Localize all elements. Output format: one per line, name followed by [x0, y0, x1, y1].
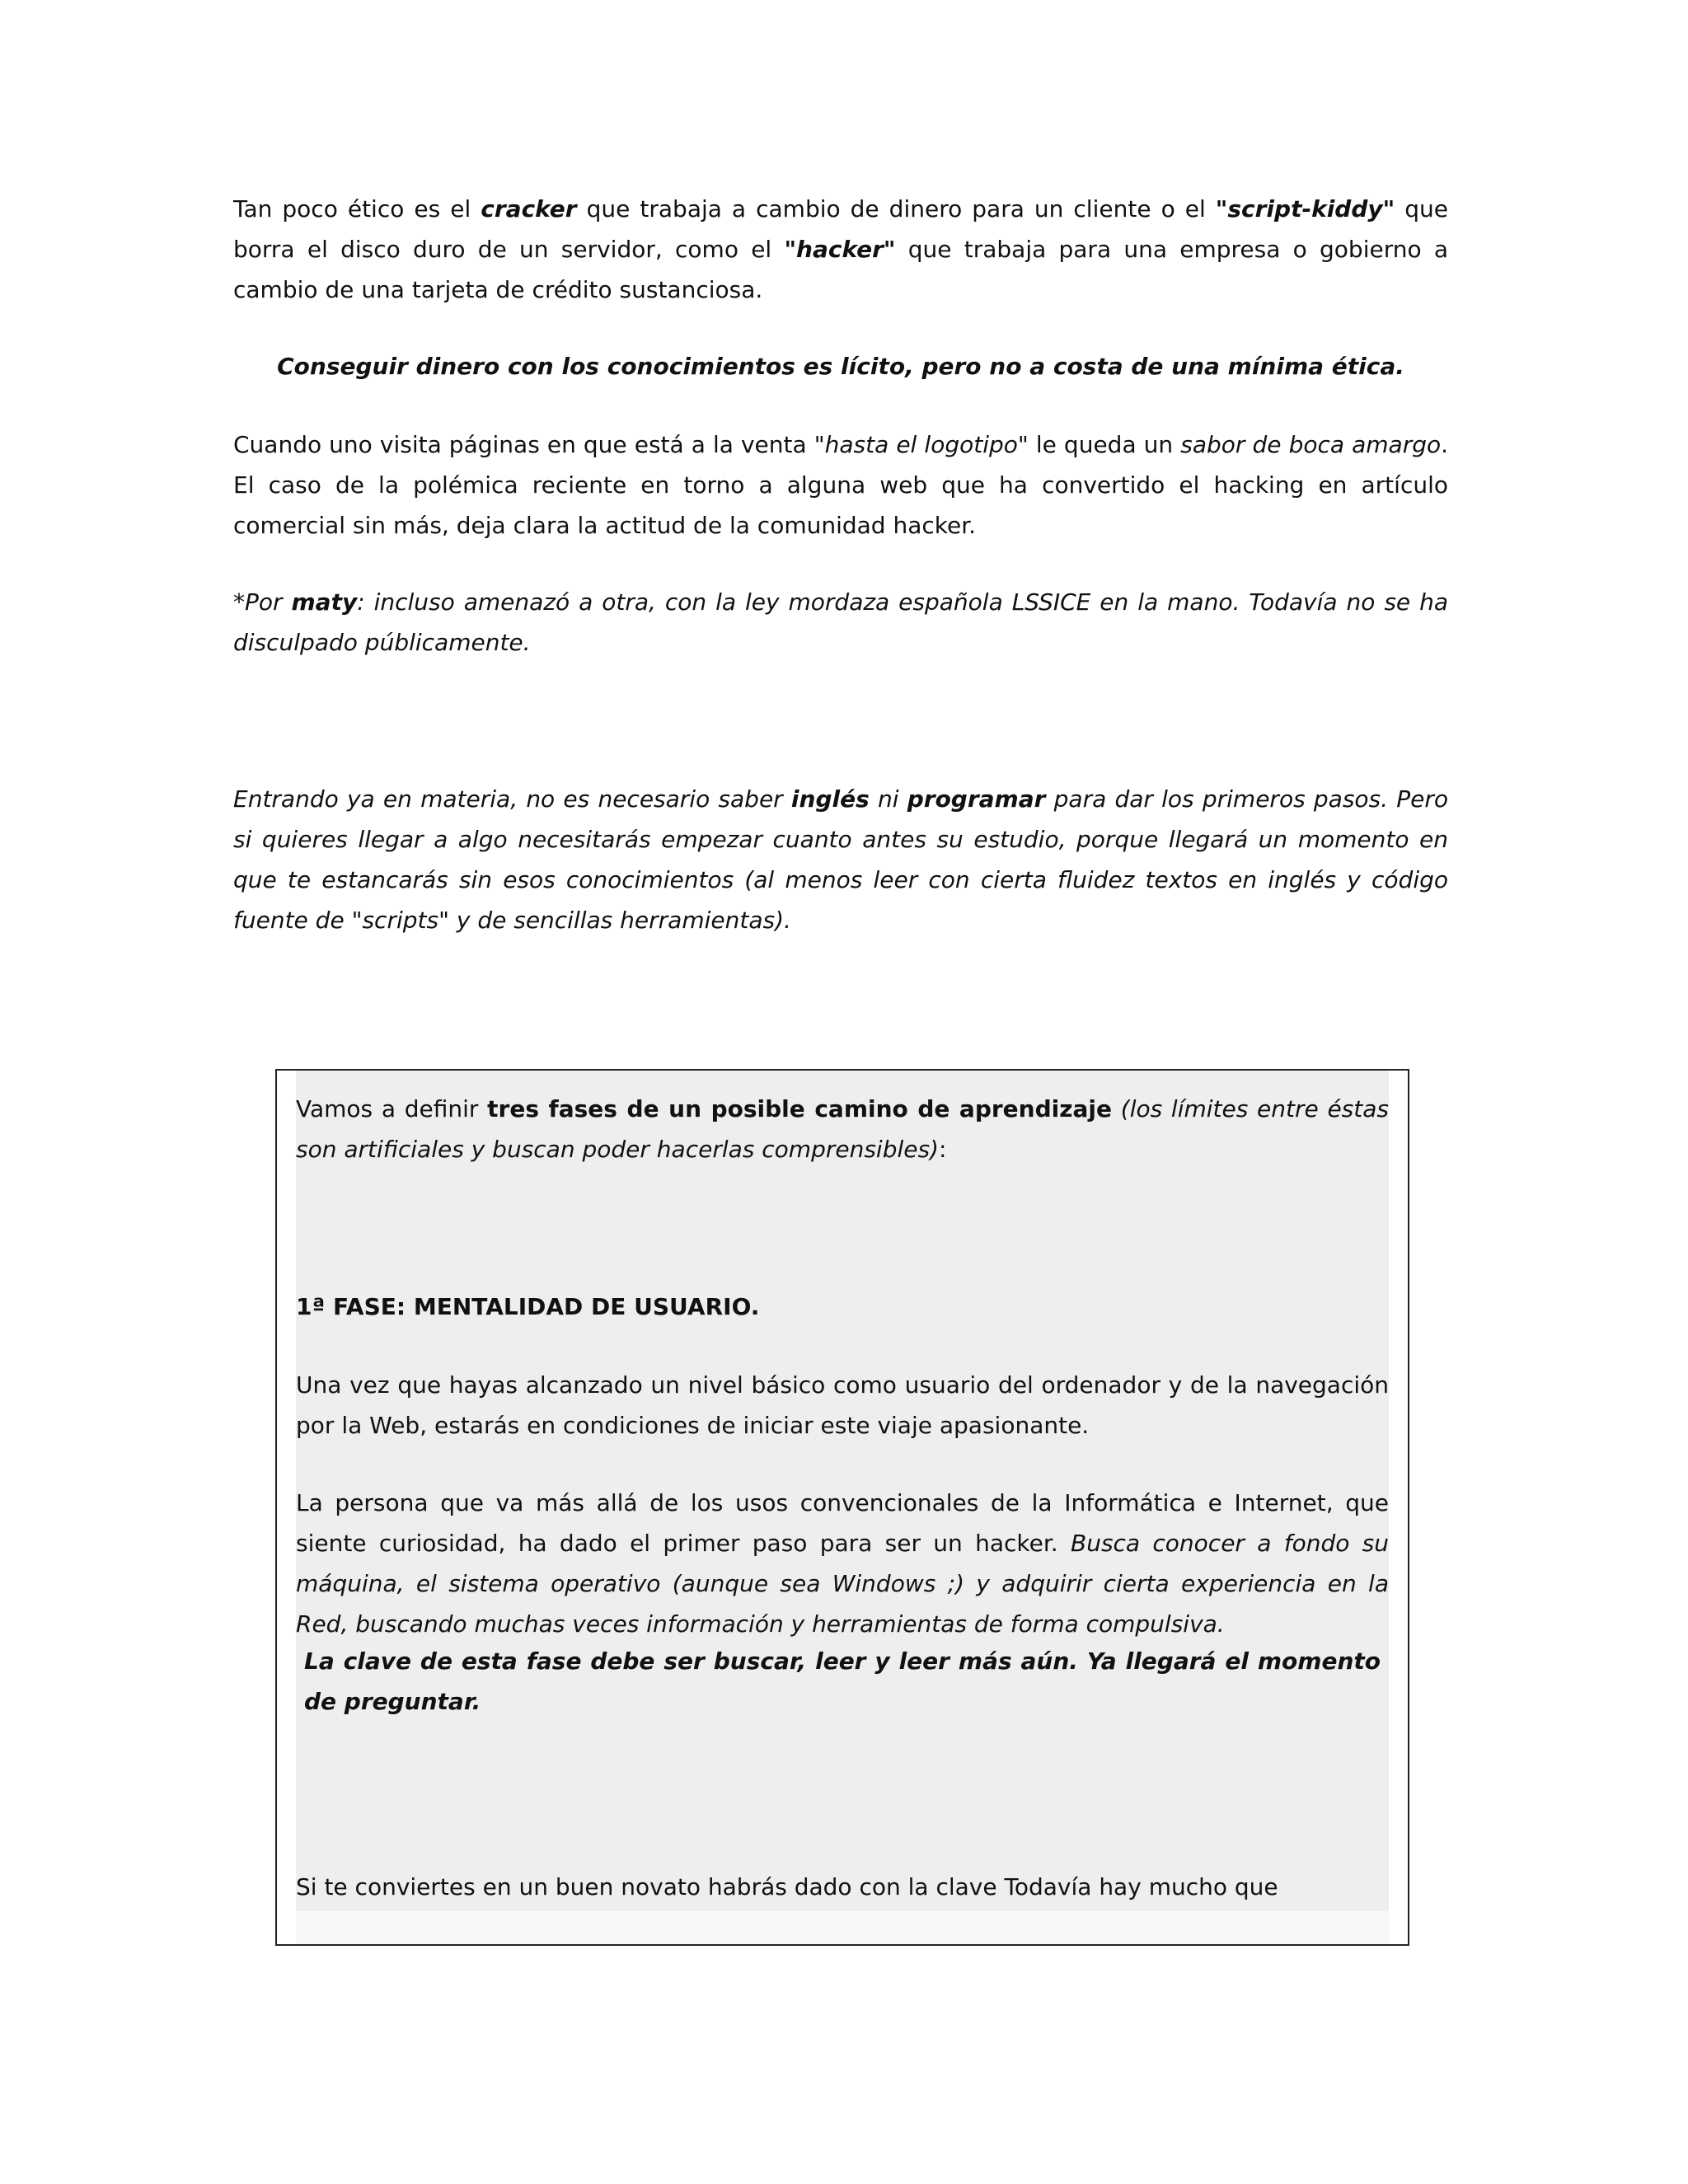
term-cracker: cracker	[481, 195, 577, 223]
term-english: inglés	[790, 785, 870, 813]
phase-1-para-2	[296, 1483, 1389, 1644]
text-run: que borra el disco duro de un servidor, como el	[233, 195, 1448, 263]
phases-title: tres fases de un posible camino de aprendizaje	[487, 1095, 1113, 1122]
box-bottom-cut	[296, 1911, 1389, 1944]
text-run: Una vez que hayas alcanzado un nivel básico como usuario del ordenador y de la navegación por la Web, estarás en condiciones de iniciar este viaje apasionante.	[296, 1371, 1389, 1439]
phases-box	[275, 1069, 1409, 1946]
footnote-maty	[233, 582, 1448, 663]
text-run: que trabaja a cambio de dinero para un cliente o el	[576, 195, 1216, 223]
text-run: para dar los primeros pasos. Pero si quieres llegar a algo necesitarás empezar cuanto antes su estudio, porque llegará un momento en que te estancarás sin esos conocimientos (al menos leer con cierta fluidez textos en inglés y código fuente de "scripts" y de sencillas herramientas).	[233, 785, 1448, 934]
text-run: Tan poco ético es el	[233, 195, 481, 223]
phases-intro	[296, 1089, 1389, 1169]
key-text: La clave de esta fase debe ser buscar, leer y leer más aún. Ya llegará el momento de preguntar.	[304, 1647, 1381, 1715]
paragraph-cracker-ethics	[233, 189, 1448, 310]
text-run: ni	[869, 785, 907, 813]
phases-box-content	[296, 1071, 1389, 1944]
text-run: *Por	[233, 588, 292, 616]
text-run: Entrando ya en materia, no es necesario saber	[233, 785, 791, 813]
text-run: La persona que va más allá de los usos convencionales de la Informática e Internet, que siente curiosidad, ha dado el primer paso para ser un hacker.	[296, 1489, 1389, 1557]
text-run: Cuando uno visita páginas en que está a la venta	[233, 431, 814, 458]
text-run: : incluso amenazó a otra, con la ley mordaza española LSSICE en la mano. Todavía no se ha disculpado públicamente.	[233, 588, 1449, 656]
text-run: Si te conviertes en un buen novato habrás dado con la clave Todavía hay mucho que	[296, 1873, 1278, 1900]
statement-text: Conseguir dinero con los conocimientos es lícito, pero no a costa de una mínima ética.	[277, 353, 1404, 380]
text-run: le queda un	[1028, 431, 1181, 458]
paragraph-getting-started	[233, 779, 1448, 940]
heading-text: 1ª FASE: MENTALIDAD DE USUARIO.	[296, 1293, 760, 1320]
text-run: . El caso de la polémica reciente en torno a alguna web que ha convertido el hacking en artículo comercial sin más, deja clara la actitud de la comunidad hacker.	[233, 431, 1449, 539]
phase-1-key	[304, 1641, 1381, 1722]
text-run: que trabaja para una empresa o gobierno a cambio de una tarjeta de crédito sustanciosa.	[233, 236, 1449, 303]
phrase-bitter-taste: sabor de boca amargo	[1180, 431, 1442, 458]
emphasis-statement	[233, 346, 1448, 387]
paragraph-logo-sale	[233, 424, 1448, 546]
term-script-kiddy: "script-kiddy"	[1215, 195, 1395, 223]
phase-1-heading	[296, 1286, 1389, 1327]
quote-logo: "hasta el logotipo"	[814, 431, 1029, 458]
phases-note: (los límites entre éstas son artificiales y buscan poder hacerlas comprensibles)	[296, 1095, 1389, 1163]
text-run-italic: Busca conocer a fondo su máquina, el sistema operativo (aunque sea Windows ;) y adquirir cierta experiencia en la Red, buscando muchas veces información y herramientas de forma compulsiva.	[296, 1530, 1389, 1638]
text-run: :	[938, 1136, 947, 1163]
term-programming: programar	[907, 785, 1046, 813]
term-hacker: "hacker"	[784, 236, 896, 263]
name-maty: maty	[291, 588, 358, 616]
text-run	[1112, 1095, 1121, 1122]
phase-1-para-1	[296, 1365, 1389, 1446]
text-run: Vamos a definir	[296, 1095, 488, 1122]
